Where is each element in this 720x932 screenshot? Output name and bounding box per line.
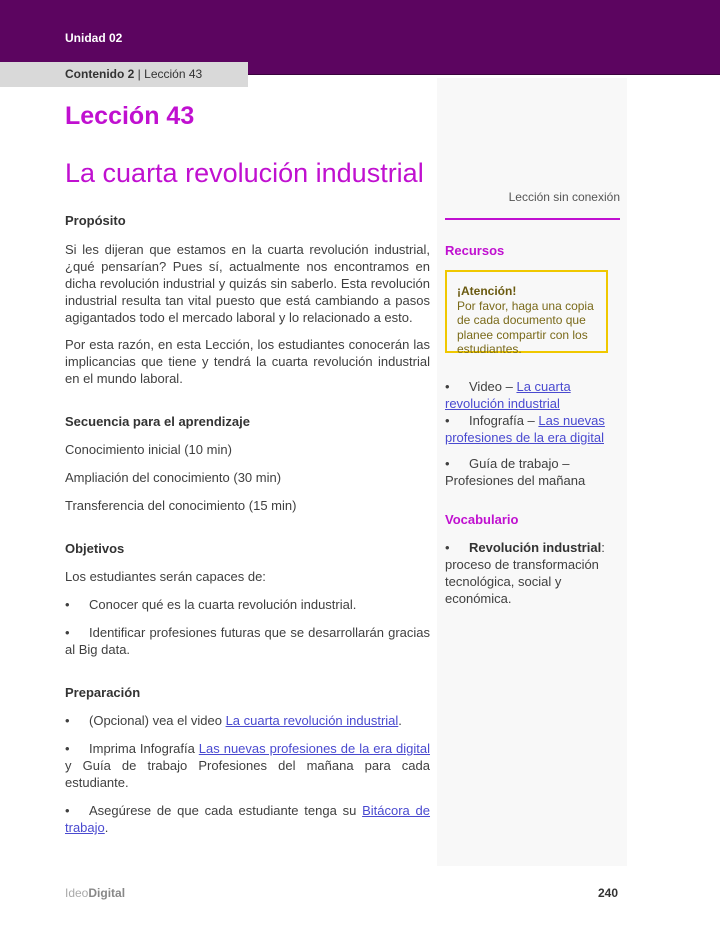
- preparacion-text: .: [104, 820, 109, 835]
- preparacion-text: y Guía de trabajo Profesiones del mañana para cada estudiante.: [65, 758, 430, 790]
- objetivo-text: Conocer qué es la cuarta revolución industrial.: [89, 597, 357, 612]
- preparacion-text: .: [398, 713, 402, 728]
- brand-light: Ideo: [65, 886, 89, 900]
- page-number: 240: [598, 886, 619, 900]
- bullet-icon: •: [65, 803, 70, 818]
- resource-label: Guía de trabajo – Profesiones del mañana: [445, 456, 586, 488]
- resource-label: Infografía –: [469, 413, 539, 428]
- preparacion-text: Asegúrese de que cada estudiante tenga su: [89, 803, 363, 818]
- breadcrumb: [65, 67, 202, 81]
- bullet-icon: •: [65, 597, 70, 612]
- objetivos-intro: Los estudiantes serán capaces de:: [65, 569, 266, 584]
- secuencia-heading: Secuencia para el aprendizaje: [65, 414, 250, 429]
- objetivo-item: [65, 596, 430, 613]
- bullet-icon: •: [445, 456, 450, 471]
- page-title: La cuarta revolución industrial: [65, 158, 424, 188]
- objetivos-heading: Objetivos: [65, 541, 125, 556]
- bullet-icon: •: [65, 625, 70, 640]
- bullet-icon: •: [65, 713, 70, 728]
- preparacion-heading: Preparación: [65, 685, 141, 700]
- secuencia-item: Conocimiento inicial (10 min): [65, 442, 232, 457]
- preparacion-text: Imprima Infografía: [89, 741, 199, 756]
- objetivo-text: Identificar profesiones futuras que se desarrollarán gracias al Big data.: [65, 625, 430, 657]
- resource-video-link[interactable]: La cuarta revolución industrial: [445, 379, 571, 411]
- secuencia-item: Ampliación del conocimiento (30 min): [65, 470, 282, 485]
- breadcrumb-content: Contenido 2: [65, 67, 135, 81]
- bullet-icon: •: [445, 413, 450, 428]
- resource-infografia-link[interactable]: Las nuevas profesiones de la era digital: [445, 413, 605, 445]
- attention-title: ¡Atención!: [457, 284, 517, 298]
- preparacion-item: [65, 802, 430, 836]
- breadcrumb-lesson: Lección 43: [144, 67, 203, 81]
- vocab-term: Revolución industrial: [469, 540, 602, 555]
- breadcrumb-separator: |: [137, 67, 141, 81]
- preparacion-item: [65, 740, 430, 791]
- bullet-icon: •: [445, 540, 450, 555]
- brand-bold: Digital: [88, 886, 126, 900]
- proposito-heading: Propósito: [65, 213, 126, 228]
- resources-list: [445, 378, 621, 489]
- preparacion-item: [65, 712, 430, 729]
- bullet-icon: •: [445, 379, 450, 394]
- preparacion-text: (Opcional) vea el video: [89, 713, 226, 728]
- lesson-number: Lección 43: [65, 102, 195, 130]
- bitacora-link[interactable]: Bitácora de trabajo: [65, 803, 431, 835]
- sidebar-divider: [445, 218, 620, 220]
- resource-item: [445, 455, 621, 489]
- main-content: [65, 212, 430, 836]
- proposito-paragraph: Por esta razón, en esta Lección, los estudiantes conocerán las implicancias que tiene y tendrá la cuarta revolución industrial en el mundo laboral.: [65, 337, 430, 386]
- footer-brand: [65, 886, 125, 900]
- resource-item: [445, 412, 621, 446]
- offline-label: Lección sin conexión: [508, 190, 620, 204]
- bullet-icon: •: [65, 741, 70, 756]
- vocab-item: [445, 539, 621, 607]
- resource-label: Video –: [469, 379, 517, 394]
- unit-label: Unidad 02: [65, 31, 123, 45]
- vocabulario-heading: Vocabulario: [445, 512, 519, 527]
- video-link[interactable]: La cuarta revolución industrial: [225, 713, 399, 728]
- vocab-definition: : proceso de transformación tecnológica, social y económica.: [445, 540, 605, 606]
- attention-box: [445, 270, 608, 356]
- attention-text: Por favor, haga una copia de cada documento que planee compartir con los estudiantes.: [457, 298, 594, 356]
- resource-item: [445, 378, 621, 412]
- infografia-link[interactable]: Las nuevas profesiones de la era digital: [198, 741, 430, 756]
- proposito-paragraph: Si les dijeran que estamos en la cuarta revolución industrial, ¿qué pensarían? Pues sí, actualmente nos encontramos en dicha revolución industrial y quizás sin saberlo. Esta revolución industrial resulta tan vital puesto que está cambiando a pasos agigantados todo el mercado laboral y lo relacionado a esto.: [65, 242, 430, 325]
- recursos-heading: Recursos: [445, 243, 505, 258]
- objetivo-item: [65, 624, 430, 658]
- secuencia-item: Transferencia del conocimiento (15 min): [65, 498, 297, 513]
